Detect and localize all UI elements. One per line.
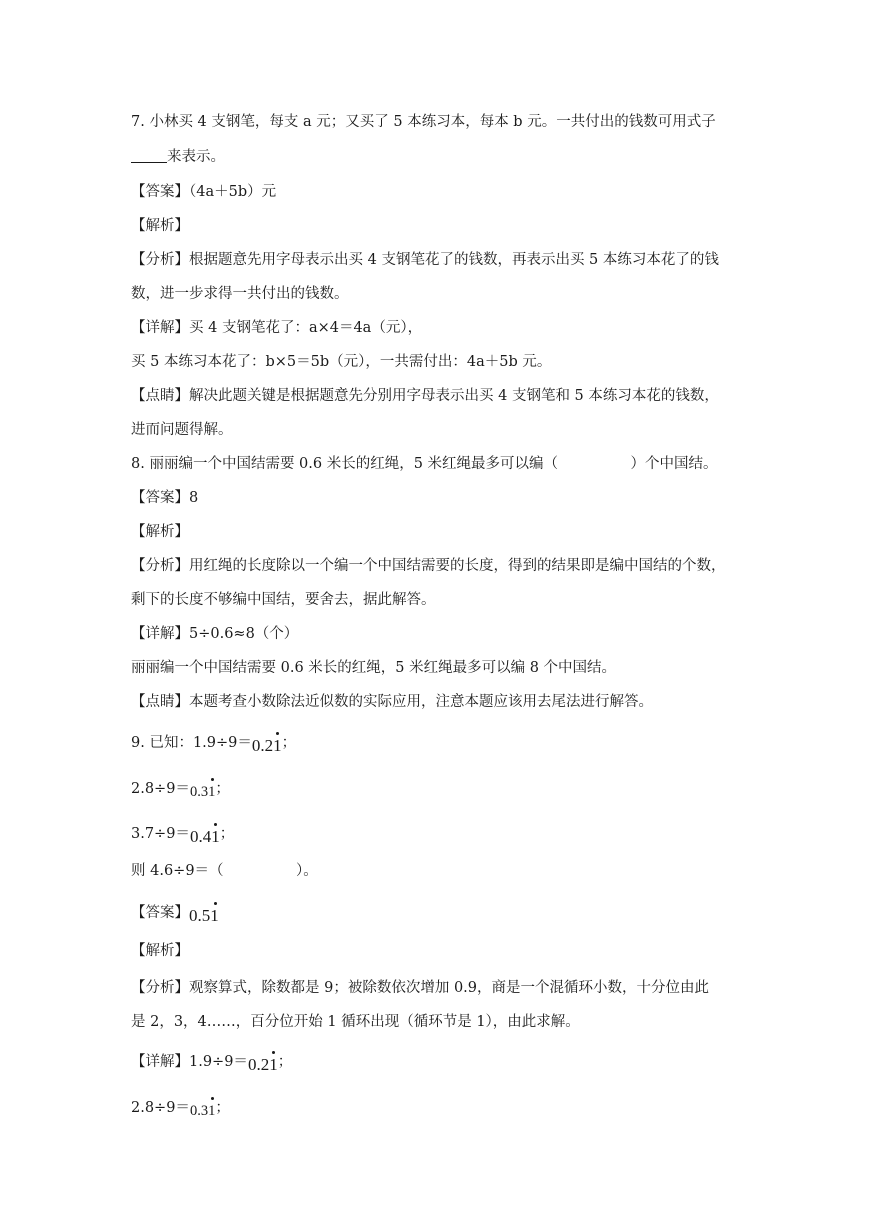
repeating-digit: 1	[210, 906, 219, 925]
q7-xiangjie-line2: 买 5 本练习本花了：b×5＝5b（元），一共需付出：4a＋5b 元。	[131, 354, 552, 370]
repeating-digit: 1	[208, 784, 216, 800]
repeating-decimal	[190, 782, 215, 802]
answer-blank	[131, 148, 167, 163]
semicolon: ；	[215, 781, 230, 797]
repeating-decimal	[190, 827, 220, 847]
decimal-base: 0.2	[247, 1055, 270, 1074]
q9-fenxi-line1: 【分析】观察算式，除数都是 9；被除数依次增加 0.9，商是一个混循环小数，十分位由此	[131, 980, 709, 996]
q7-dianjing-line1: 【点睛】解决此题关键是根据题意先分别用字母表示出买 4 支钢笔和 5 本练习本花的钱数，	[131, 388, 719, 404]
q8-question: 8. 丽丽编一个中国结需要 0.6 米长的红绳，5 米红绳最多可以编（ ）个中国结。	[131, 456, 718, 472]
q9-analysis-label: 【解析】	[131, 943, 189, 959]
q8-xiangjie-line1: 【详解】5÷0.6≈8（个）	[131, 626, 299, 642]
repeating-decimal	[248, 1055, 278, 1075]
answer-label: 【答案】	[131, 184, 189, 200]
q9-given-line2	[131, 779, 230, 802]
repeating-decimal	[189, 906, 219, 926]
q7-question-line2	[131, 147, 225, 167]
q8-xiangjie-line2: 丽丽编一个中国结需要 0.6 米长的红绳，5 米红绳最多可以编 8 个中国结。	[131, 660, 617, 676]
q7-fenxi-line1: 【分析】根据题意先用字母表示出买 4 支钢笔花了的钱数，再表示出买 5 本练习本花了的钱	[131, 252, 719, 268]
q8-dianjing: 【点睛】本题考查小数除法近似数的实际应用，注意本题应该用去尾法进行解答。	[131, 694, 653, 710]
decimal-base: 0.2	[251, 736, 274, 755]
q7-analysis-label: 【解析】	[131, 218, 189, 234]
q9-line3-prefix: 3.7÷9＝	[131, 826, 190, 842]
repeating-digit: 1	[269, 1055, 278, 1074]
repeating-digit: 1	[273, 736, 282, 755]
repeating-digit: 1	[208, 1103, 216, 1119]
q7-question-line2-suffix: 来表示。	[167, 149, 225, 165]
semicolon: ；	[281, 735, 297, 751]
q9-last-prefix: 2.8÷9＝	[131, 1100, 190, 1116]
q8-fenxi-line1: 【分析】用红绳的长度除以一个编一个中国结需要的长度，得到的结果即是编中国结的个数，	[131, 558, 726, 574]
q9-answer	[131, 903, 219, 926]
semicolon: ；	[215, 1100, 230, 1116]
q9-line2-prefix: 2.8÷9＝	[131, 781, 190, 797]
q8-fenxi-line2: 剩下的长度不够编中国结，要舍去，据此解答。	[131, 592, 436, 608]
decimal-base: 0.5	[189, 906, 211, 925]
q9-given-prefix: 9. 已知：1.9÷9＝	[131, 735, 252, 751]
decimal-base: 0.4	[189, 827, 212, 846]
q9-ask: 则 4.6÷9＝（ ）。	[131, 863, 318, 879]
decimal-base: 0.3	[189, 784, 209, 800]
q7-question-line1: 7. 小林买 4 支钢笔，每支 a 元；又买了 5 本练习本，每本 b 元。一共付出的钱数可用式子	[131, 114, 716, 130]
semicolon: ；	[219, 826, 235, 842]
q7-fenxi-line2: 数，进一步求得一共付出的钱数。	[131, 286, 349, 302]
q9-xiangjie-prefix: 【详解】1.9÷9＝	[131, 1054, 248, 1070]
repeating-digit: 1	[211, 827, 220, 846]
q8-answer: 【答案】8	[131, 490, 199, 506]
decimal-base: 0.3	[189, 1103, 209, 1119]
repeating-decimal	[252, 736, 282, 756]
q7-answer-value: （4a＋5b）元	[189, 184, 277, 200]
answer-label: 【答案】	[131, 905, 189, 921]
q8-analysis-label: 【解析】	[131, 524, 189, 540]
semicolon: ；	[277, 1054, 293, 1070]
q9-given-line3	[131, 824, 234, 847]
q9-given-line1	[131, 733, 296, 756]
q7-answer	[131, 182, 276, 202]
repeating-decimal	[190, 1101, 215, 1121]
q7-xiangjie-line1: 【详解】买 4 支钢笔花了：a×4＝4a（元），	[131, 320, 423, 336]
q9-fenxi-line2: 是 2，3，4……，百分位开始 1 循环出现（循环节是 1），由此求解。	[131, 1014, 580, 1030]
q7-dianjing-line2: 进而问题得解。	[131, 422, 233, 438]
q9-last-line	[131, 1098, 230, 1121]
q9-xiangjie-line	[131, 1052, 292, 1075]
